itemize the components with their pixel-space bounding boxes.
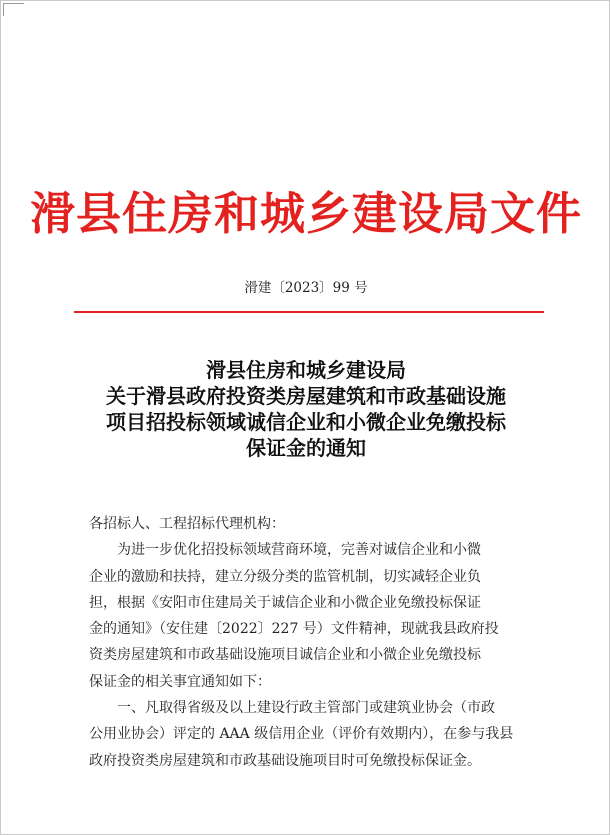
page-corner-mark	[3, 3, 24, 16]
notice-title-line: 项目招投标领域诚信企业和小微企业免缴投标	[106, 410, 506, 434]
red-divider-line	[74, 311, 544, 313]
body-line: 资类房屋建筑和市政基础设施项目诚信企业和小微企业免缴投标	[89, 647, 481, 664]
notice-title-line: 滑县住房和城乡建设局	[206, 358, 406, 382]
body-line: 保证金的相关事宜通知如下：	[89, 673, 271, 690]
body-line: 为进一步优化招投标领域营商环境，完善对诚信企业和小微	[117, 542, 481, 559]
salutation: 各招标人、工程招标代理机构：	[89, 516, 285, 532]
notice-title-line: 保证金的通知	[246, 436, 366, 460]
body-line: 政府投资类房屋建筑和市政基础设施项目时可免缴投标保证金。	[89, 752, 481, 769]
notice-title-line: 关于滑县政府投资类房屋建筑和市政基础设施	[106, 384, 506, 408]
notice-body	[89, 511, 544, 774]
notice-title	[61, 357, 551, 461]
body-line: 担，根据《安阳市住建局关于诚信企业和小微企业免缴投标保证	[89, 594, 481, 611]
body-line: 一、凡取得省级及以上建设行政主管部门或建筑业协会（市政	[117, 700, 495, 717]
body-line: 企业的激励和扶持，建立分级分类的监管机制，切实减轻企业负	[89, 568, 481, 585]
document-number: 滑建〔2023〕99 号	[244, 280, 368, 296]
body-line: 金的通知》（安住建〔2022〕227 号）文件精神，现就我县政府投	[89, 621, 499, 638]
body-line: 公用业协会）评定的 AAA 级信用企业（评价有效期内），在参与我县	[89, 726, 514, 743]
agency-header-title: 滑县住房和城乡建设局文件	[29, 187, 582, 240]
